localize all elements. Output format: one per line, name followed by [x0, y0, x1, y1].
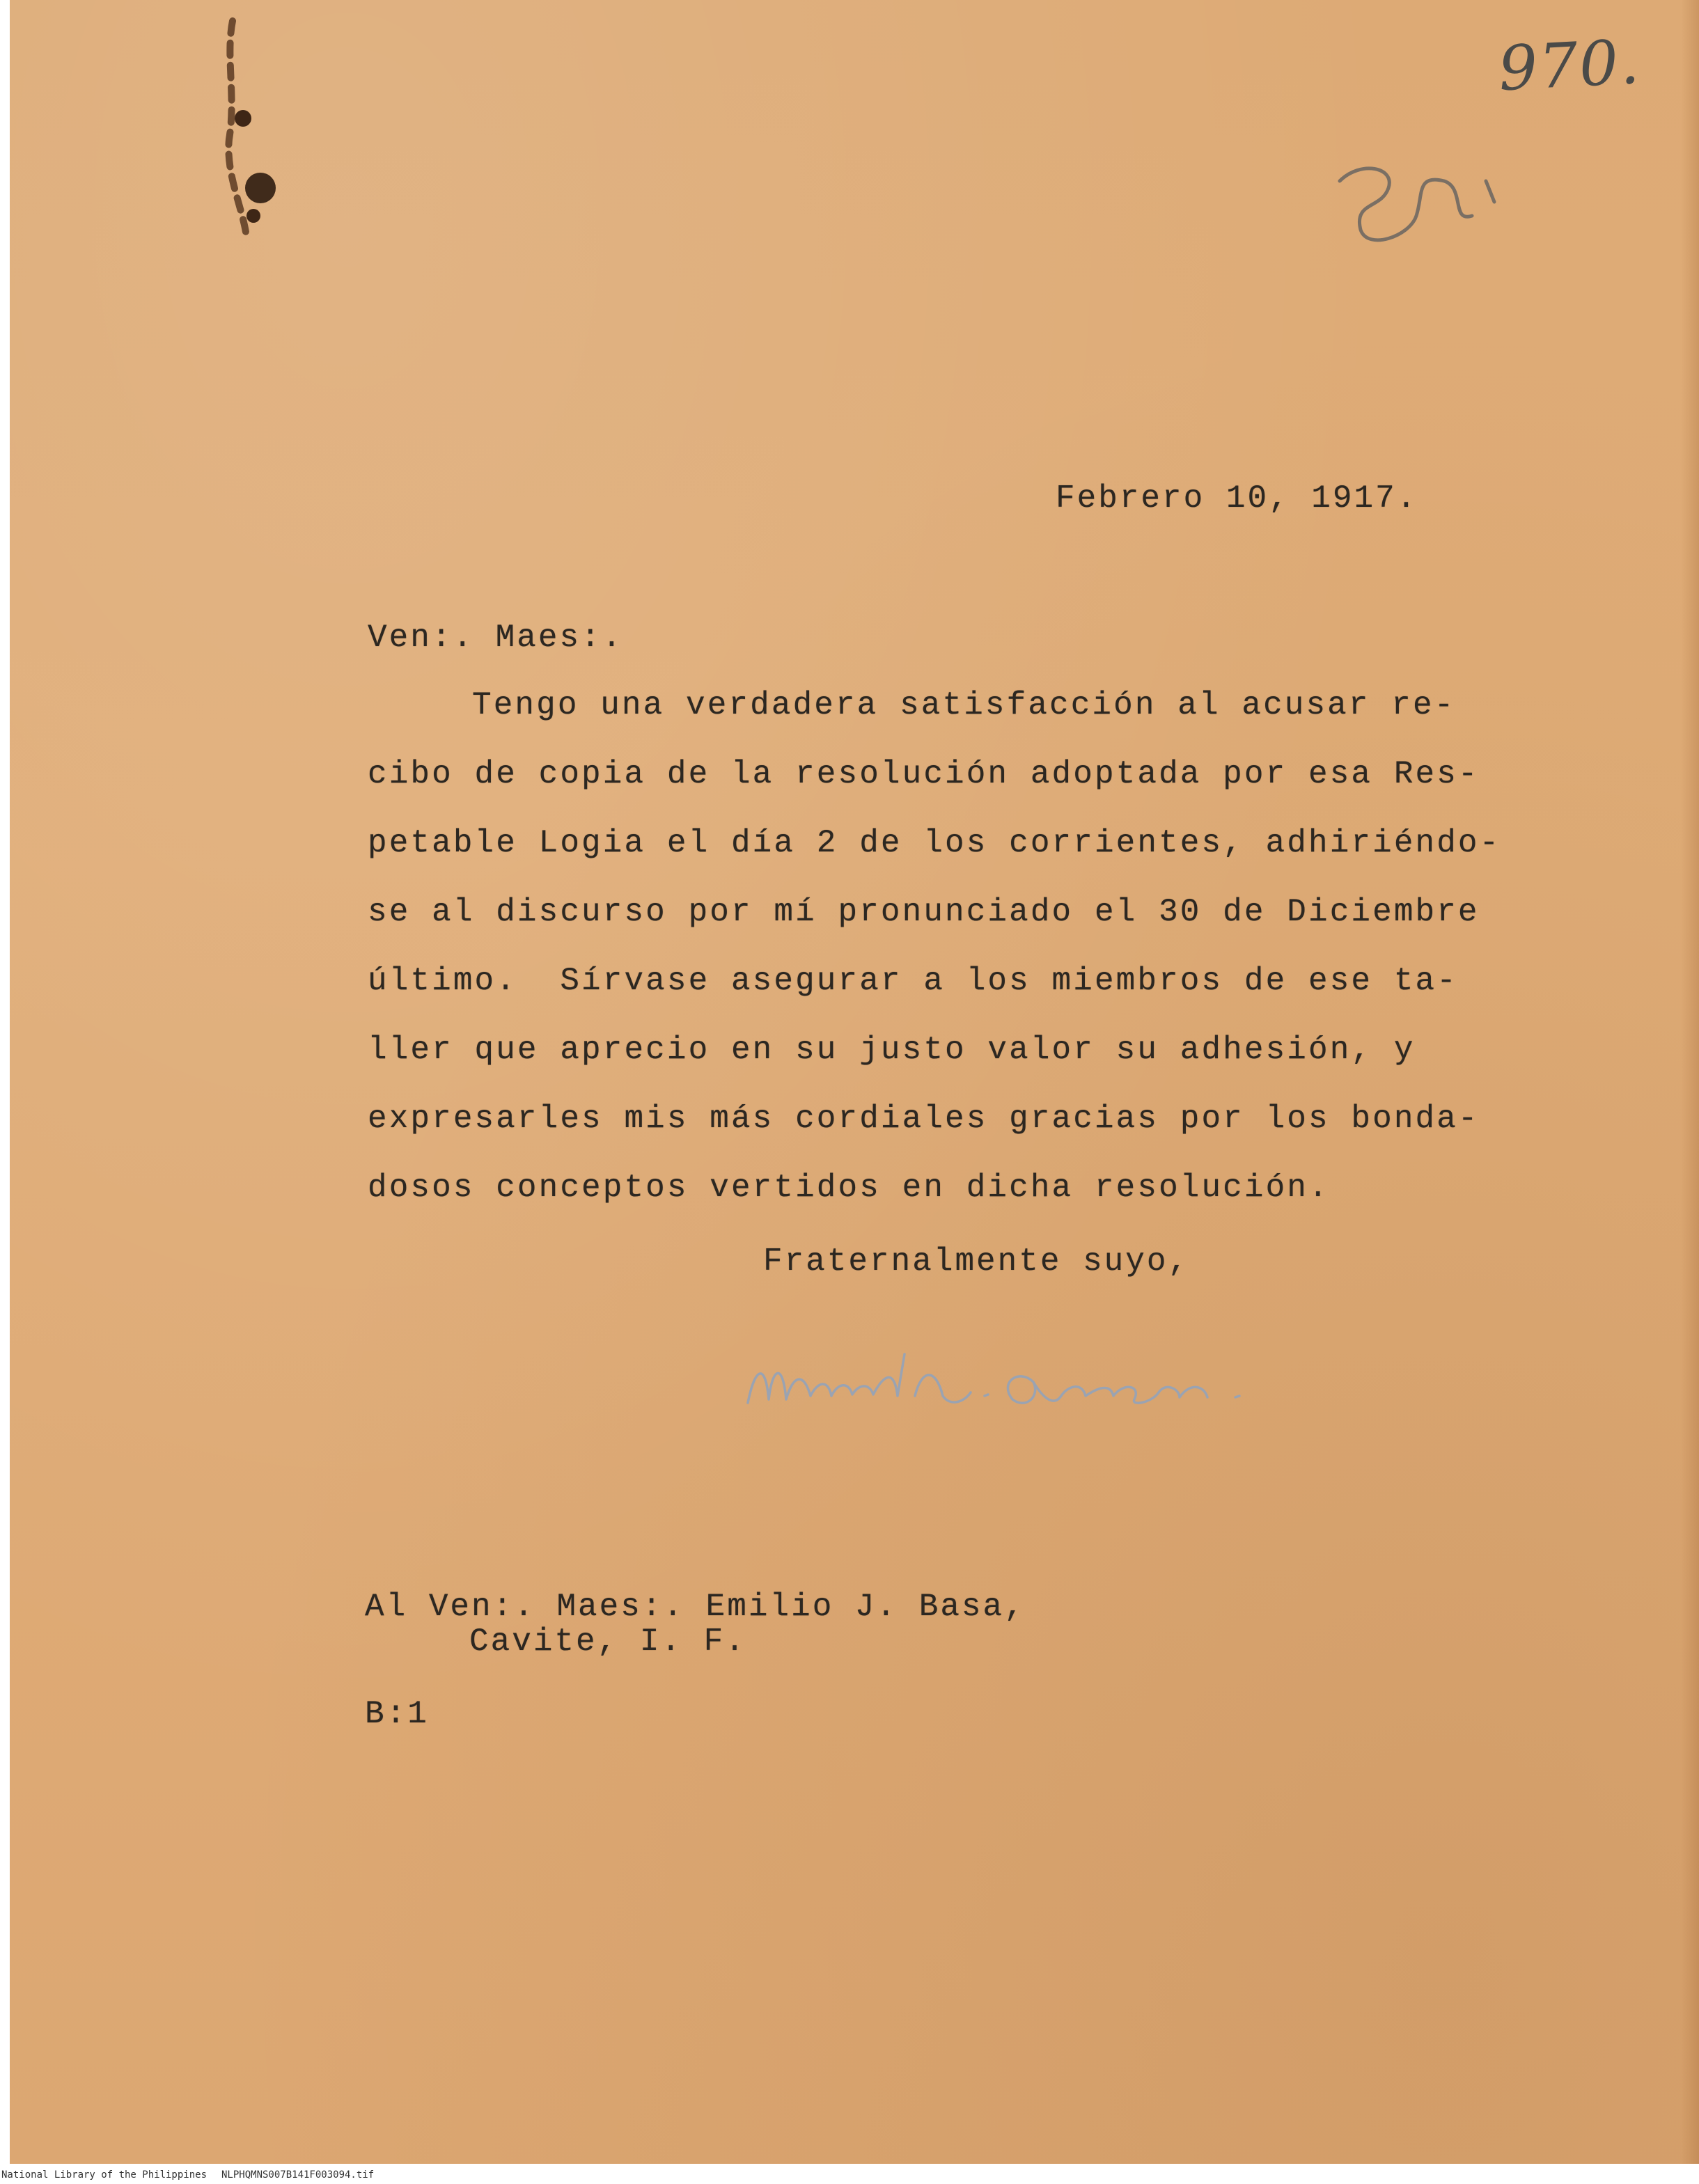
handwritten-signature: [734, 1340, 1277, 1424]
footer-filename: NLPHQMNS007B141F003094.tif: [221, 2169, 375, 2181]
letter-body: [368, 687, 1501, 1239]
archive-number: 970.: [1496, 25, 1643, 105]
body-line: último. Sírvase asegurar a los miembros de ese ta-: [368, 963, 1458, 999]
body-line: cibo de copia de la resolución adoptada por esa Res-: [368, 756, 1480, 792]
scan-footer: [0, 2165, 1699, 2184]
salutation: Ven:. Maes:.: [368, 620, 624, 656]
body-line: ller que aprecio en su justo valor su adhesión, y: [368, 1032, 1416, 1068]
paper-edge-shadow: [1681, 0, 1699, 2164]
footer-library-name: National Library of the Philippines: [1, 2169, 208, 2181]
body-line: expresarles mis más cordiales gracias por los bonda-: [368, 1101, 1480, 1137]
addressee-line-2: Cavite, I. F.: [469, 1624, 746, 1660]
pencil-initials-mark: [1312, 139, 1521, 265]
reference-code: B:1: [365, 1696, 429, 1732]
staple-stain-marks: [205, 14, 358, 251]
letter-date: Febrero 10, 1917.: [1056, 480, 1418, 517]
closing: Fraternalmente suyo,: [763, 1243, 1190, 1280]
body-line: dosos conceptos vertidos en dicha resolución.: [368, 1170, 1330, 1206]
letter-page: [10, 0, 1699, 2164]
body-line: Tengo una verdadera satisfacción al acusar re-: [472, 687, 1456, 723]
body-line: se al discurso por mí pronunciado el 30 de Diciembre: [368, 894, 1480, 930]
addressee-line-1: Al Ven:. Maes:. Emilio J. Basa,: [365, 1589, 1026, 1625]
body-line: petable Logia el día 2 de los corrientes, adhiriéndo-: [368, 825, 1501, 861]
